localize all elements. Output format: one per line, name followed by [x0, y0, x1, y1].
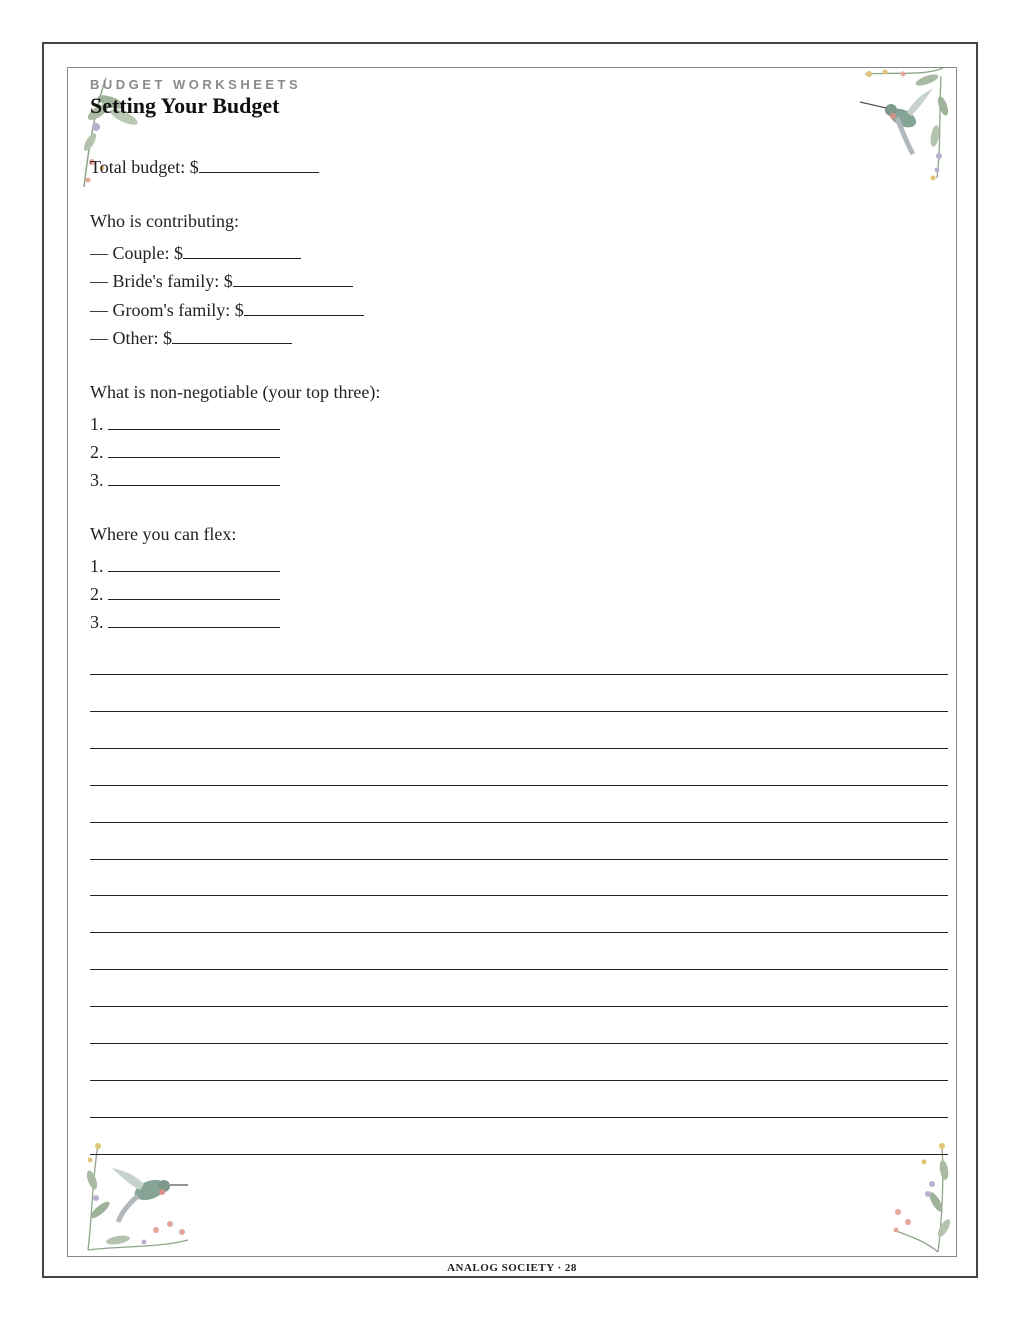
hummingbird-floral-icon	[855, 66, 950, 181]
contributor-grooms-family-field[interactable]	[90, 297, 364, 321]
notes-line[interactable]	[90, 932, 948, 933]
contributor-blank[interactable]	[244, 297, 364, 316]
notes-line[interactable]	[90, 822, 948, 823]
contributor-blank[interactable]	[172, 325, 292, 344]
notes-line[interactable]	[90, 674, 948, 675]
flex-heading: Where you can flex:	[90, 524, 237, 544]
section-eyebrow: BUDGET WORKSHEETS	[90, 77, 302, 92]
flex-item-3[interactable]	[90, 609, 280, 633]
flex-item-1[interactable]	[90, 553, 280, 577]
notes-line[interactable]	[90, 748, 948, 749]
contributor-blank[interactable]	[233, 268, 353, 287]
list-blank[interactable]	[108, 411, 280, 430]
notes-line[interactable]	[90, 785, 948, 786]
notes-line[interactable]	[90, 1080, 948, 1081]
contributor-couple-field[interactable]	[90, 240, 301, 264]
footer-separator: ·	[557, 1262, 562, 1274]
notes-line[interactable]	[90, 1043, 948, 1044]
notes-line[interactable]	[90, 711, 948, 712]
list-blank[interactable]	[108, 439, 280, 458]
contributor-label: — Couple: $	[90, 243, 183, 263]
notes-line[interactable]	[90, 1117, 948, 1118]
list-blank[interactable]	[108, 581, 280, 600]
notes-line[interactable]	[90, 895, 948, 896]
contributor-label: — Bride's family: $	[90, 271, 233, 291]
contributor-brides-family-field[interactable]	[90, 268, 353, 292]
page-number: 28	[564, 1262, 577, 1274]
contributing-heading: Who is contributing:	[90, 211, 239, 231]
flex-item-2[interactable]	[90, 581, 280, 605]
non-negotiable-heading: What is non-negotiable (your top three):	[90, 382, 381, 402]
list-number: 2.	[90, 442, 104, 462]
contributor-label: — Groom's family: $	[90, 300, 244, 320]
notes-line[interactable]	[90, 859, 948, 860]
list-number: 1.	[90, 414, 104, 434]
notes-line[interactable]	[90, 1154, 948, 1155]
notes-line[interactable]	[90, 969, 948, 970]
non-negotiable-item-1[interactable]	[90, 411, 280, 435]
contributor-label: — Other: $	[90, 328, 172, 348]
page-footer	[0, 1262, 1024, 1274]
contributor-blank[interactable]	[183, 240, 301, 259]
list-number: 3.	[90, 612, 104, 632]
hummingbird-floral-icon	[78, 1140, 193, 1255]
total-budget-label: Total budget: $	[90, 157, 199, 177]
page-title: Setting Your Budget	[90, 93, 280, 118]
list-blank[interactable]	[108, 609, 280, 628]
non-negotiable-item-3[interactable]	[90, 467, 280, 491]
total-budget-field[interactable]	[90, 154, 319, 178]
floral-sprig-icon	[888, 1140, 953, 1255]
list-number: 2.	[90, 584, 104, 604]
list-blank[interactable]	[108, 467, 280, 486]
notes-line[interactable]	[90, 1006, 948, 1007]
total-budget-blank[interactable]	[199, 154, 319, 173]
list-number: 3.	[90, 470, 104, 490]
list-number: 1.	[90, 556, 104, 576]
non-negotiable-item-2[interactable]	[90, 439, 280, 463]
list-blank[interactable]	[108, 553, 280, 572]
footer-brand: ANALOG SOCIETY	[447, 1262, 555, 1274]
contributor-other-field[interactable]	[90, 325, 292, 349]
